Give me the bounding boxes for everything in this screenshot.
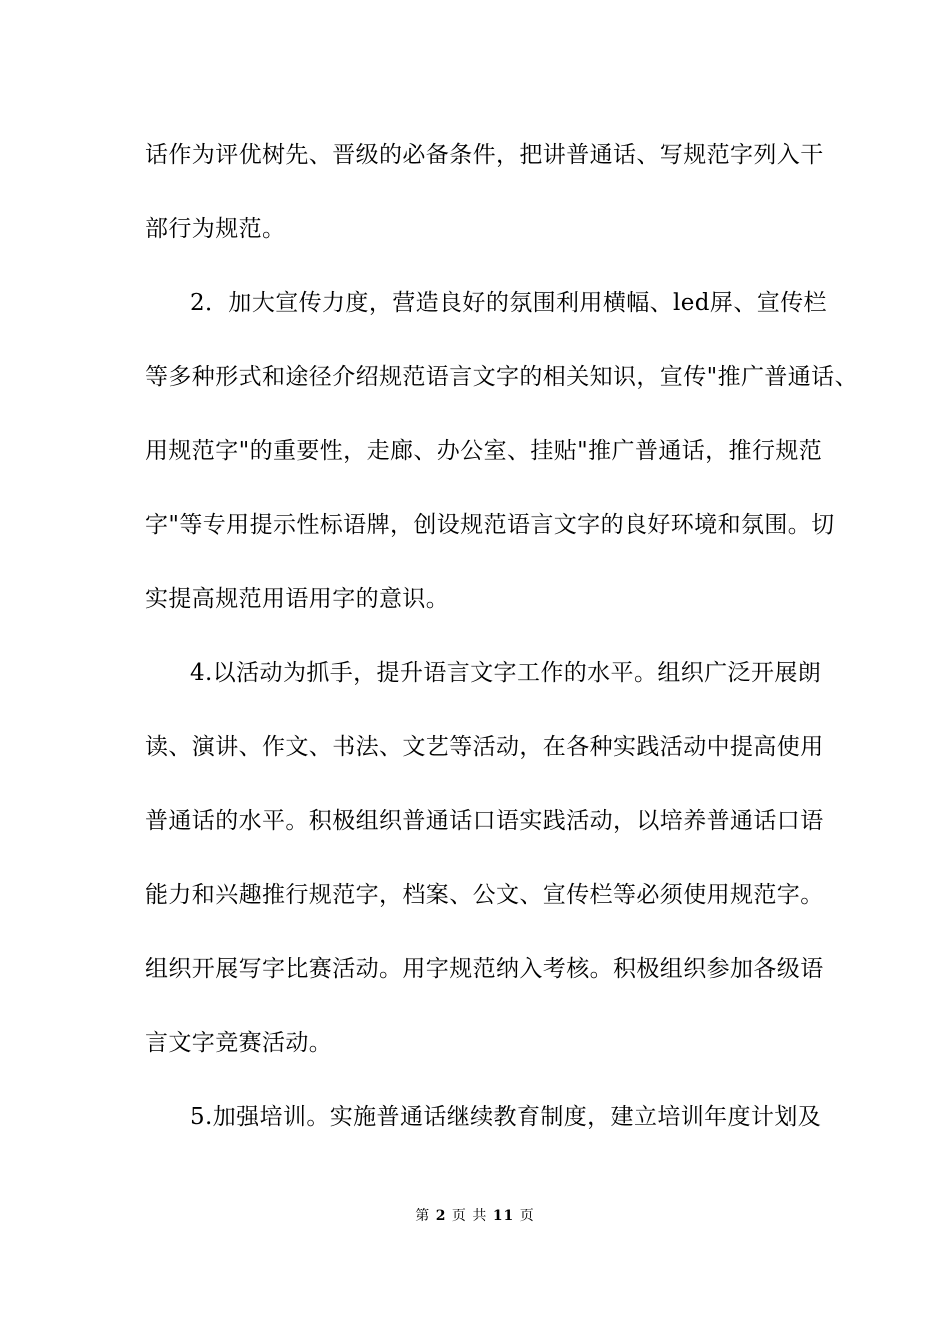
total-pages-number: 11 bbox=[492, 1208, 515, 1224]
footer-suffix: 页 bbox=[519, 1208, 535, 1224]
body-text-line: 言文字竞赛活动。 bbox=[145, 1030, 333, 1056]
body-text-line: 实提高规范用语用字的意识。 bbox=[145, 586, 450, 612]
body-text-line: 5.加强培训。实施普通话继续教育制度，建立培训年度计划及 bbox=[190, 1104, 822, 1130]
body-text-line: 部行为规范。 bbox=[145, 216, 286, 242]
page-footer bbox=[0, 1206, 950, 1226]
body-text-line: 等多种形式和途径介绍规范语言文字的相关知识，宣传"推广普通话、 bbox=[145, 364, 858, 390]
body-text-line: 话作为评优树先、晋级的必备条件，把讲普通话、写规范字列入干 bbox=[145, 142, 824, 168]
footer-middle: 页 共 bbox=[451, 1208, 488, 1224]
body-text-line: 能力和兴趣推行规范字，档案、公文、宣传栏等必须使用规范字。 bbox=[145, 882, 824, 908]
body-text-line: 4.以活动为抓手，提升语言文字工作的水平。组织广泛开展朗 bbox=[190, 660, 822, 686]
footer-prefix: 第 bbox=[415, 1208, 431, 1224]
body-text-line: 用规范字"的重要性，走廊、办公室、挂贴"推广普通话，推行规范 bbox=[145, 438, 823, 464]
body-text-line: 普通话的水平。积极组织普通话口语实践活动，以培养普通话口语 bbox=[145, 808, 824, 834]
body-text-line: 2．加大宣传力度，营造良好的氛围利用横幅、led屏、宣传栏 bbox=[190, 290, 827, 316]
body-text-line: 字"等专用提示性标语牌，创设规范语言文字的良好环境和氛围。切 bbox=[145, 512, 835, 538]
current-page-number: 2 bbox=[435, 1208, 447, 1224]
body-text-line: 读、演讲、作文、书法、文艺等活动，在各种实践活动中提高使用 bbox=[145, 734, 824, 760]
body-text-line: 组织开展写字比赛活动。用字规范纳入考核。积极组织参加各级语 bbox=[145, 956, 824, 982]
